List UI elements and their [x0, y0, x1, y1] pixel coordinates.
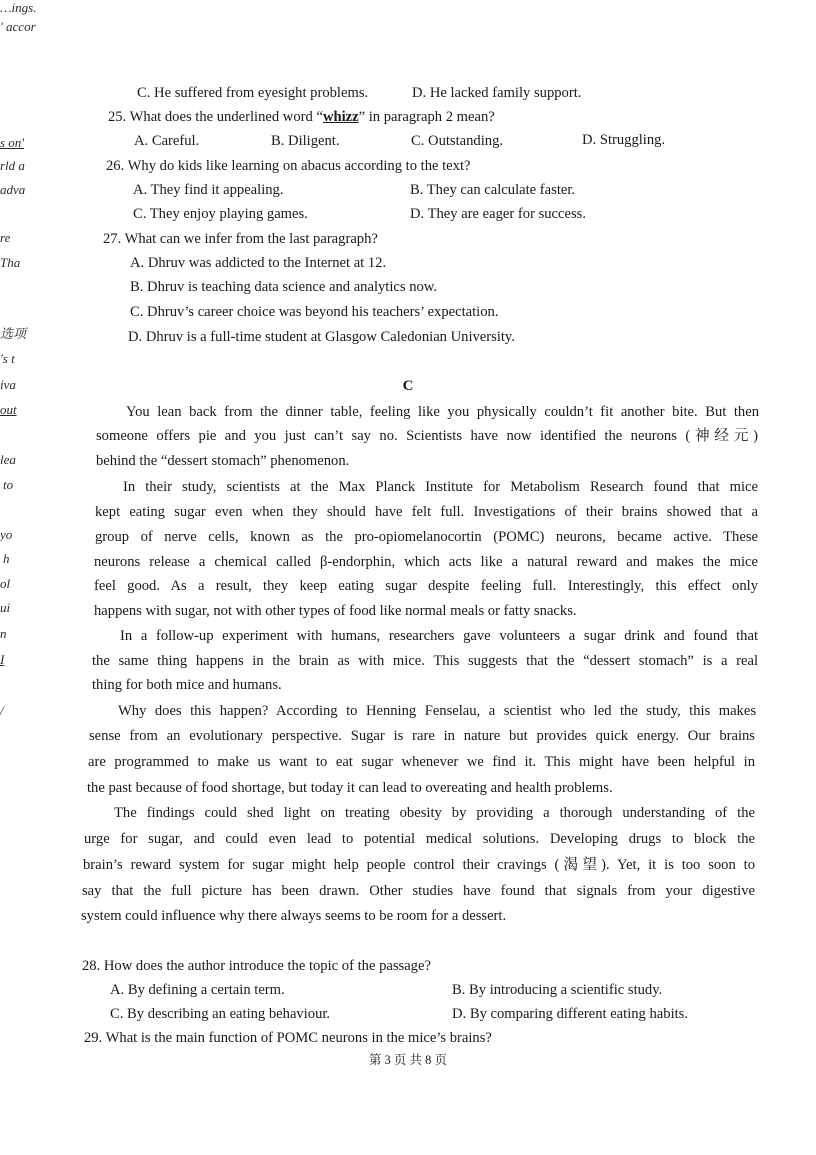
passage-line: system could influence why there always seems to be room for a dessert.: [81, 908, 507, 924]
q26-option-a: A. They find it appealing.: [133, 182, 284, 198]
passage-line: In their study, scientists at the Max Planck Institute for Metabolism Research found that mice: [123, 479, 758, 495]
q25-stem-after: ” in paragraph 2 mean?: [358, 109, 495, 125]
q26-option-c: C. They enjoy playing games.: [133, 206, 308, 222]
q25-stem: [108, 110, 495, 125]
q24-option-c: C. He suffered from eyesight problems.: [137, 85, 369, 101]
q26-option-d: D. They are eager for success.: [410, 206, 586, 222]
underlined-word: whizz: [322, 109, 359, 125]
q29-stem: 29. What is the main function of POMC neurons in the mice’s brains?: [84, 1030, 492, 1046]
margin-fragment: lea: [0, 452, 16, 467]
margin-fragment: iva: [0, 377, 16, 392]
passage-line: the past because of food shortage, but today it can lead to overeating and health problems.: [87, 780, 613, 796]
passage-line: brain’s reward system for sugar might help people control their cravings (渴望). Yet, it is too soon to: [83, 857, 755, 873]
page-number: 第 3 页 共 8 页: [368, 1053, 448, 1067]
passage-line: say that the full picture has been drawn. Other studies have found that signals from your digestive: [82, 883, 755, 899]
margin-fragment: I: [0, 652, 5, 667]
passage-line: someone offers pie and you just can’t say no. Scientists have now identified the neurons (神经元): [96, 428, 758, 444]
passage-line: thing for both mice and humans.: [92, 677, 282, 693]
passage-line: group of nerve cells, known as the pro-opiomelanocortin (POMC) neurons, became active. These: [95, 529, 758, 545]
q24-option-d: D. He lacked family support.: [412, 85, 582, 101]
q27-option-b: B. Dhruv is teaching data science and analytics now.: [130, 279, 438, 295]
margin-fragment: rld a: [0, 158, 25, 173]
passage-line: are programmed to make us want to eat sugar whenever we find it. This might have been helpful in: [88, 754, 755, 770]
q28-option-c: C. By describing an eating behaviour.: [110, 1006, 331, 1022]
q25-option-a: A. Careful.: [134, 133, 200, 149]
q27-option-c: C. Dhruv’s career choice was beyond his teachers’ expectation.: [130, 304, 499, 320]
margin-fragment: ol: [0, 576, 11, 591]
q27-stem: 27. What can we infer from the last paragraph?: [103, 231, 378, 247]
q28-option-d: D. By comparing different eating habits.: [452, 1006, 689, 1022]
passage-line: behind the “dessert stomach” phenomenon.: [96, 453, 350, 469]
q26-option-b: B. They can calculate faster.: [410, 182, 576, 198]
margin-fragment: h: [3, 551, 10, 566]
margin-fragment: s on': [0, 135, 25, 150]
q25-option-c: C. Outstanding.: [411, 133, 504, 149]
section-title: C: [402, 378, 414, 394]
q26-stem: 26. Why do kids like learning on abacus according to the text?: [106, 158, 471, 174]
passage-line: neurons release a chemical called β-endorphin, which acts like a natural reward and makes the mice: [94, 554, 758, 570]
q28-option-b: B. By introducing a scientific study.: [452, 982, 663, 998]
passage-line: kept eating sugar even when they should have felt full. Investigations of their brains showed that a: [95, 504, 758, 520]
margin-fragment: 选项: [0, 326, 27, 341]
passage-line: feel good. As a result, they keep eating sugar despite feeling full. Interestingly, this effect only: [94, 578, 758, 594]
margin-fragment: …ings.: [0, 0, 37, 15]
margin-fragment: Tha: [0, 255, 21, 270]
passage-line: The findings could shed light on treating obesity by providing a thorough understanding of the: [114, 805, 755, 821]
q27-option-d: D. Dhruv is a full-time student at Glasgow Caledonian University.: [128, 329, 515, 345]
margin-fragment: re: [0, 230, 11, 245]
margin-fragment: adva: [0, 182, 26, 197]
q28-stem: 28. How does the author introduce the topic of the passage?: [82, 958, 431, 974]
q27-option-a: A. Dhruv was addicted to the Internet at 12.: [130, 255, 387, 271]
margin-fragment: yo: [0, 527, 13, 542]
passage-line: In a follow-up experiment with humans, researchers gave volunteers a sugar drink and found that: [120, 628, 758, 644]
q28-option-a: A. By defining a certain term.: [110, 982, 285, 998]
margin-fragment: /: [0, 703, 4, 718]
passage-line: urge for sugar, and could even lead to potential medical solutions. Developing drugs to block the: [84, 831, 755, 847]
margin-fragment: ' accor: [0, 19, 36, 34]
margin-fragment: to: [3, 477, 14, 492]
margin-fragment: ui: [0, 600, 11, 615]
passage-line: Why does this happen? According to Henning Fenselau, a scientist who led the study, this makes: [118, 703, 756, 719]
margin-fragment: out: [0, 402, 17, 417]
passage-line: happens with sugar, not with other types of food like normal meals or fatty snacks.: [94, 603, 577, 619]
passage-line: the same thing happens in the brain as with mice. This suggests that the “dessert stomach” is a real: [92, 653, 758, 669]
passage-line: You lean back from the dinner table, feeling like you physically couldn’t fit another bite. But then: [126, 404, 759, 420]
q25-option-d: D. Struggling.: [582, 132, 666, 148]
passage-line: sense from an evolutionary perspective. Sugar is rare in nature but provides quick energy. Our brains: [89, 728, 755, 744]
q25-option-b: B. Diligent.: [271, 133, 340, 149]
margin-fragment: 's t: [0, 351, 15, 366]
margin-fragment: n: [0, 626, 7, 641]
q25-stem-before: 25. What does the underlined word “: [108, 109, 323, 125]
